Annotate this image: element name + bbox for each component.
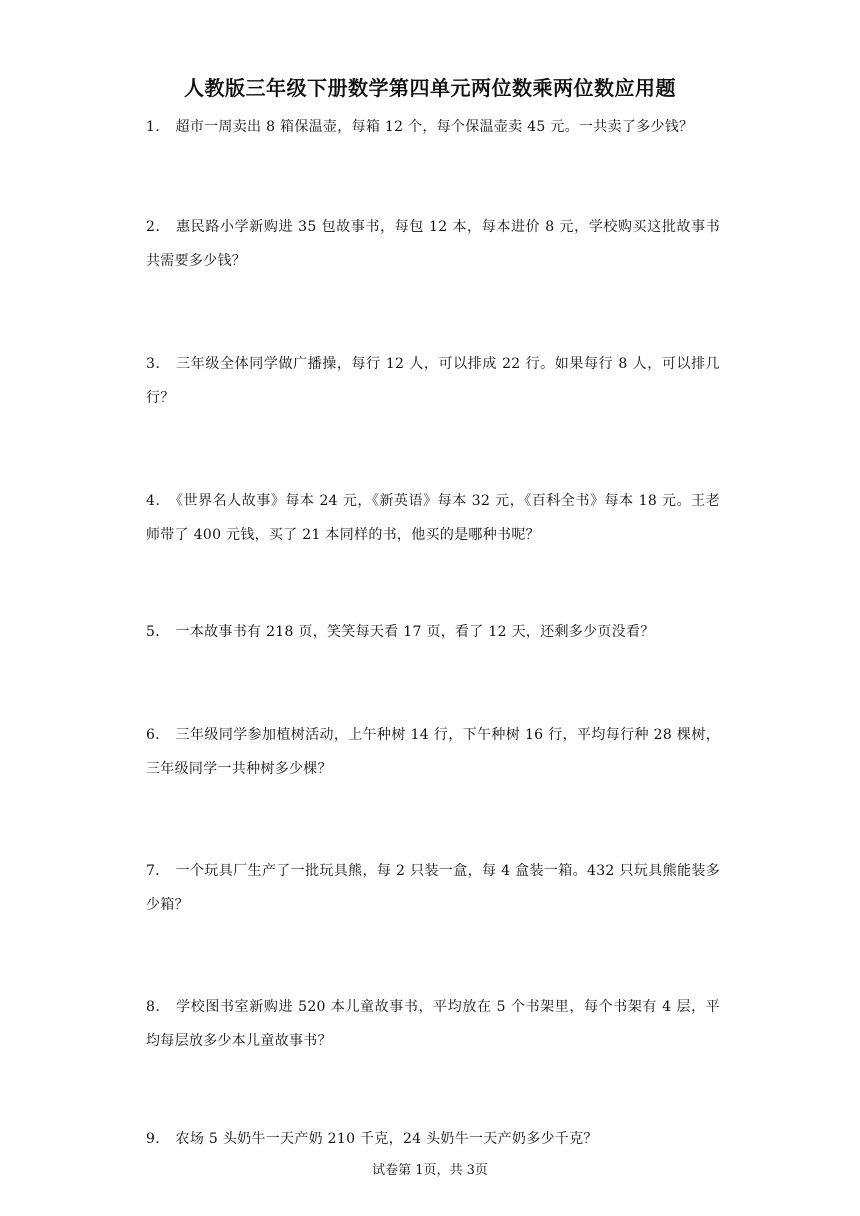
question-text: 农场 5 头奶牛一天产奶 210 千克，24 头奶牛一天产奶多少千克？ <box>175 1131 598 1147</box>
question-number: 7． <box>146 863 170 879</box>
question-text: 一本故事书有 218 页，笑笑每天看 17 页，看了 12 天，还剩多少页没看？ <box>175 624 655 640</box>
question-text: 《世界名人故事》每本 24 元，《新英语》每本 32 元，《百科全书》每本 18 元。王老师带了 400 元钱，买了 21 本同样的书，他买的是哪种书呢？ <box>146 493 720 543</box>
question-text: 三年级全体同学做广播操，每行 12 人，可以排成 22 行。如果每行 8 人，可以排几行？ <box>146 356 720 406</box>
question-8 <box>146 990 720 1058</box>
question-1 <box>146 110 720 144</box>
question-text: 学校图书室新购进 520 本儿童故事书，平均放在 5 个书架里，每个书架有 4 层，平均每层放多少本儿童故事书？ <box>146 999 720 1049</box>
question-text: 一个玩具厂生产了一批玩具熊，每 2 只装一盒，每 4 盒装一箱。432 只玩具熊能装多少箱？ <box>146 863 720 913</box>
question-7 <box>146 854 720 922</box>
page-footer: 试卷第 1页，共 3页 <box>372 1163 488 1178</box>
question-text: 超市一周卖出 8 箱保温壶，每箱 12 个，每个保温壶卖 45 元。一共卖了多少钱？ <box>175 119 694 135</box>
question-2 <box>146 210 720 278</box>
question-number: 4． <box>146 493 170 509</box>
question-text: 三年级同学参加植树活动，上午种树 14 行，下午种树 16 行，平均每行种 28 棵树，三年级同学一共种树多少棵？ <box>146 727 720 777</box>
question-5 <box>146 615 720 649</box>
question-number: 9． <box>146 1131 170 1147</box>
question-number: 8． <box>146 999 171 1015</box>
question-text: 惠民路小学新购进 35 包故事书，每包 12 本，每本进价 8 元，学校购买这批故事书共需要多少钱？ <box>146 219 720 269</box>
question-number: 1． <box>146 119 170 135</box>
question-number: 5． <box>146 624 170 640</box>
question-number: 2． <box>146 219 171 235</box>
question-4 <box>146 484 720 552</box>
question-9 <box>146 1122 720 1156</box>
question-number: 3． <box>146 356 171 372</box>
page-title: 人教版三年级下册数学第四单元两位数乘两位数应用题 <box>184 76 676 100</box>
question-number: 6． <box>146 727 170 743</box>
question-3 <box>146 347 720 415</box>
question-6 <box>146 718 720 786</box>
